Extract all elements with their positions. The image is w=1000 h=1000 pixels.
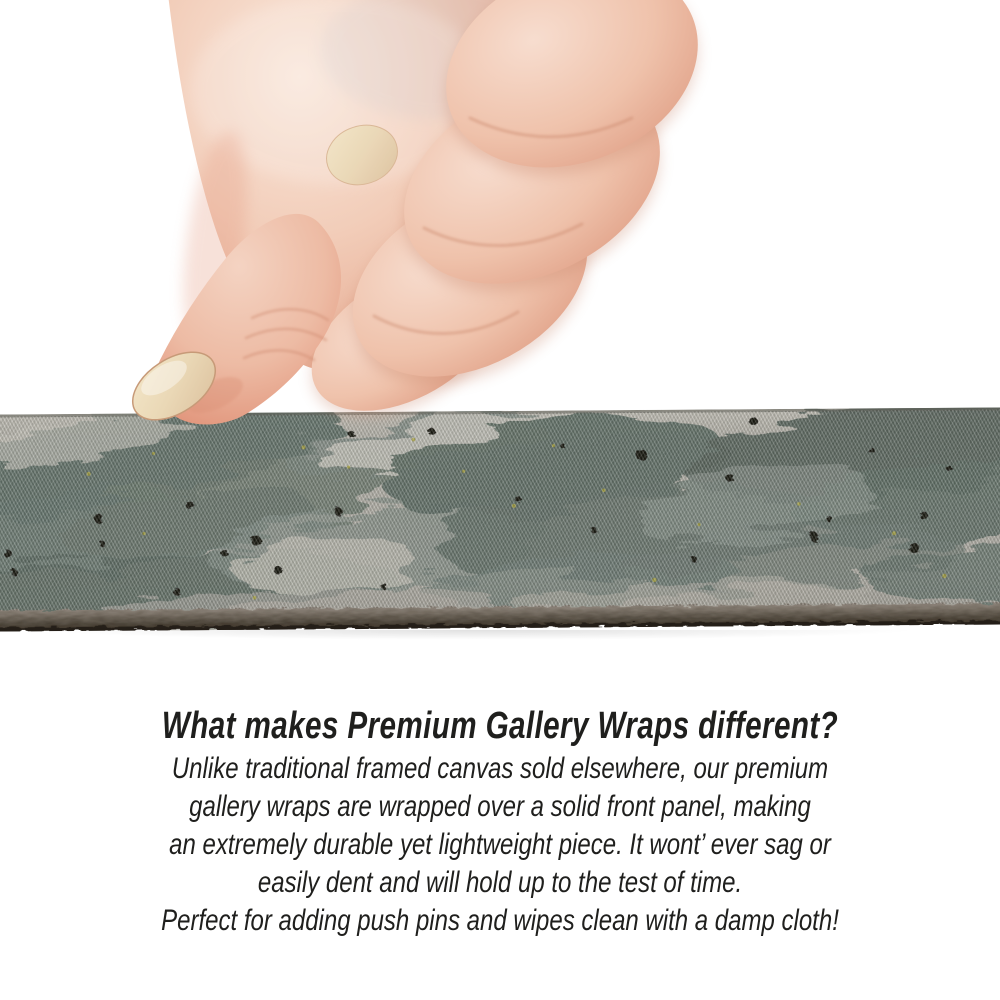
caption-line-1: Unlike traditional framed canvas sold elsewhere, our premium [171,752,829,785]
caption-line-3: an extremely durable yet lightweight piece. It wont’ ever sag or [169,828,831,861]
caption-block [0,703,1000,940]
caption-heading: What makes Premium Gallery Wraps different? [161,705,839,747]
strip-shadow [40,630,920,640]
caption-line-4: easily dent and will hold up to the test of time. [257,866,743,899]
caption-line-5: Perfect for adding push pins and wipes clean with a damp cloth! [161,904,839,937]
caption-line-2: gallery wraps are wrapped over a solid front panel, making [189,790,811,823]
hand-photo [0,0,1000,450]
